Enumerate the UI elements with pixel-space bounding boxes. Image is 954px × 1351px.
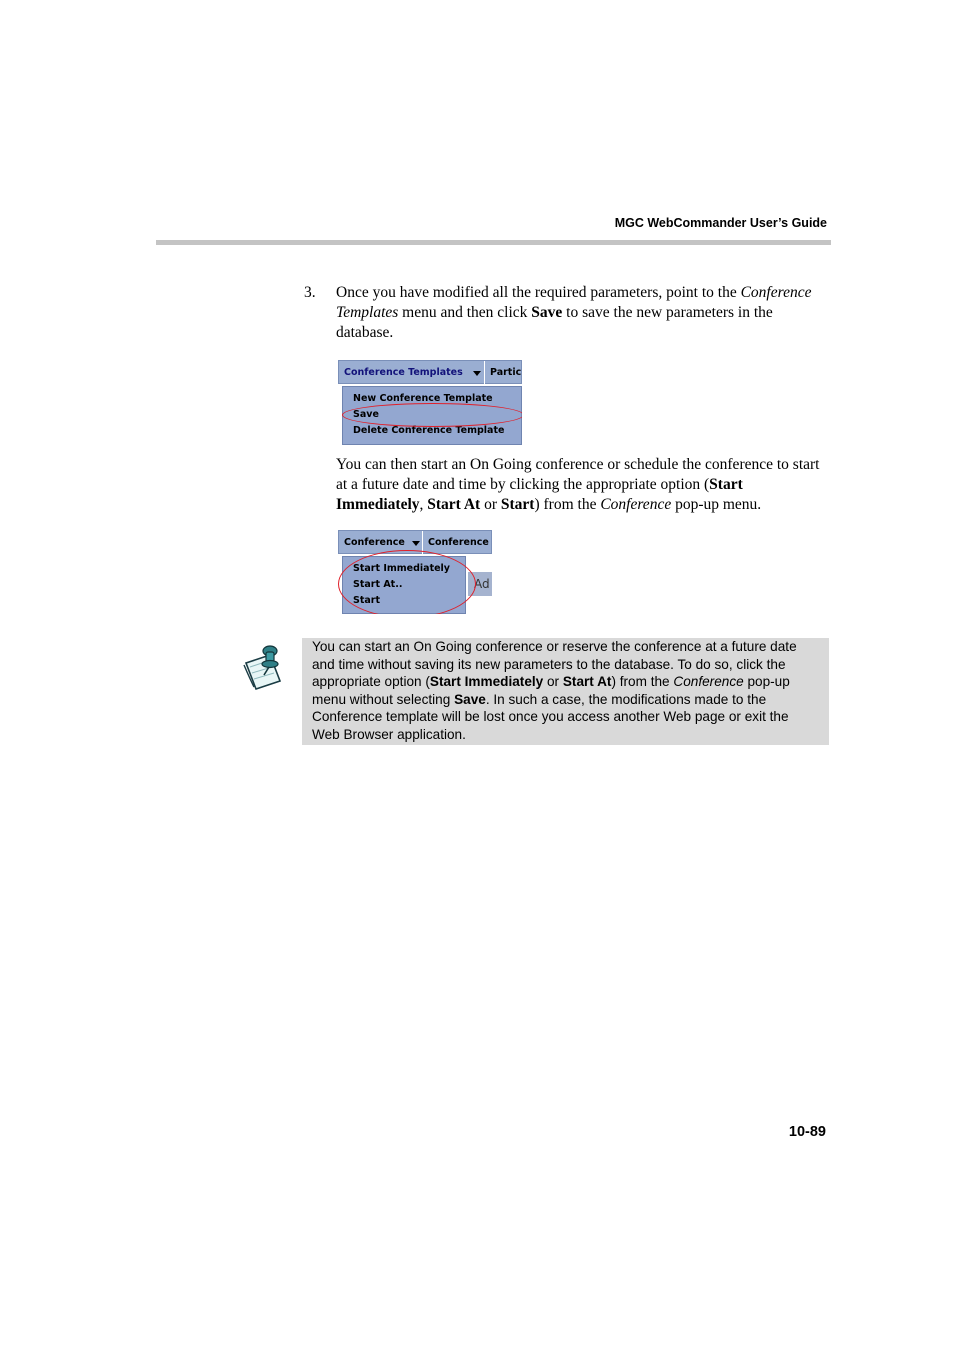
note-text1: You can start an On Going conference or reserve the conference at a future date and time without saving its new parameters to the database. To do so, click the appropriate option ( — [312, 639, 797, 690]
note-text2: ) from the — [611, 674, 674, 690]
running-header: MGC WebCommander User’s Guide — [614, 216, 827, 230]
menu-item-start-immediately[interactable]: Start Immediately — [353, 563, 451, 574]
step-menu-name: Conference Templates — [336, 284, 812, 321]
menu-item-save[interactable]: Save — [353, 409, 379, 420]
note-box — [302, 638, 829, 745]
conference-templates-menu-screenshot — [338, 360, 522, 445]
step-line1: Once you have modified all the required parameters, point to the — [336, 284, 737, 301]
note-opt1: Start Immediately — [429, 674, 544, 690]
note-save: Save — [454, 691, 486, 707]
para-opt1: Start Immediately — [336, 476, 743, 513]
para-menu-name: Conference — [600, 496, 672, 513]
header-rule — [156, 240, 831, 245]
note-sep1: or — [543, 674, 563, 690]
conference-templates-menu[interactable] — [339, 361, 485, 385]
menu-item-delete-conference-template[interactable]: Delete Conference Template — [353, 425, 505, 436]
menu-item-start[interactable]: Start — [353, 595, 381, 606]
step-text — [336, 283, 826, 343]
conference-menu-screenshot — [338, 530, 492, 614]
highlight-ellipse — [342, 403, 522, 427]
para-opt3: Start — [500, 496, 535, 513]
para-text2: ) from the — [534, 496, 601, 513]
second-conference-label: Conference — [428, 537, 489, 548]
note-text3: pop-up menu without selecting — [312, 674, 790, 707]
highlight-ellipse — [338, 550, 476, 614]
menu-item-new-conference-template[interactable]: New Conference Template — [353, 393, 493, 404]
para-opt2: Start At — [427, 496, 481, 513]
conference-menu-label: Conference — [344, 537, 405, 548]
participants-label: Partic — [490, 367, 522, 378]
step-mid: menu and then click — [398, 304, 532, 321]
note-opt2: Start At — [562, 674, 612, 690]
para-sep1: , — [419, 496, 428, 513]
para-sep2: or — [480, 496, 501, 513]
add-button[interactable]: Ad — [468, 572, 492, 596]
dropdown-arrow-icon — [412, 541, 420, 546]
start-options-paragraph — [336, 455, 830, 515]
page-number: 10-89 — [788, 1124, 826, 1140]
note-text — [312, 638, 819, 744]
second-conference-menu[interactable] — [423, 531, 492, 555]
menu-item-start-at[interactable]: Start At.. — [353, 579, 403, 590]
step-number: 3. — [304, 284, 316, 301]
step-save: Save — [531, 304, 563, 321]
para-text1: You can then start an On Going conference or schedule the conference to start at a future date and time by clicking the appropriate option ( — [336, 456, 820, 493]
note-text4: . In such a case, the modifications made to the Conference template will be lost once you access another Web page or exit the Web Browser application. — [312, 691, 789, 742]
para-text3: pop-up menu. — [671, 496, 762, 513]
step-tail: to save the new parameters in the database. — [336, 304, 773, 341]
conference-templates-label: Conference Templates — [344, 367, 463, 378]
dropdown-arrow-icon — [473, 371, 481, 376]
note-pin-icon — [240, 643, 290, 691]
menu-bar — [338, 360, 522, 384]
participants-menu[interactable] — [485, 361, 522, 385]
note-menu-name: Conference — [673, 674, 744, 690]
